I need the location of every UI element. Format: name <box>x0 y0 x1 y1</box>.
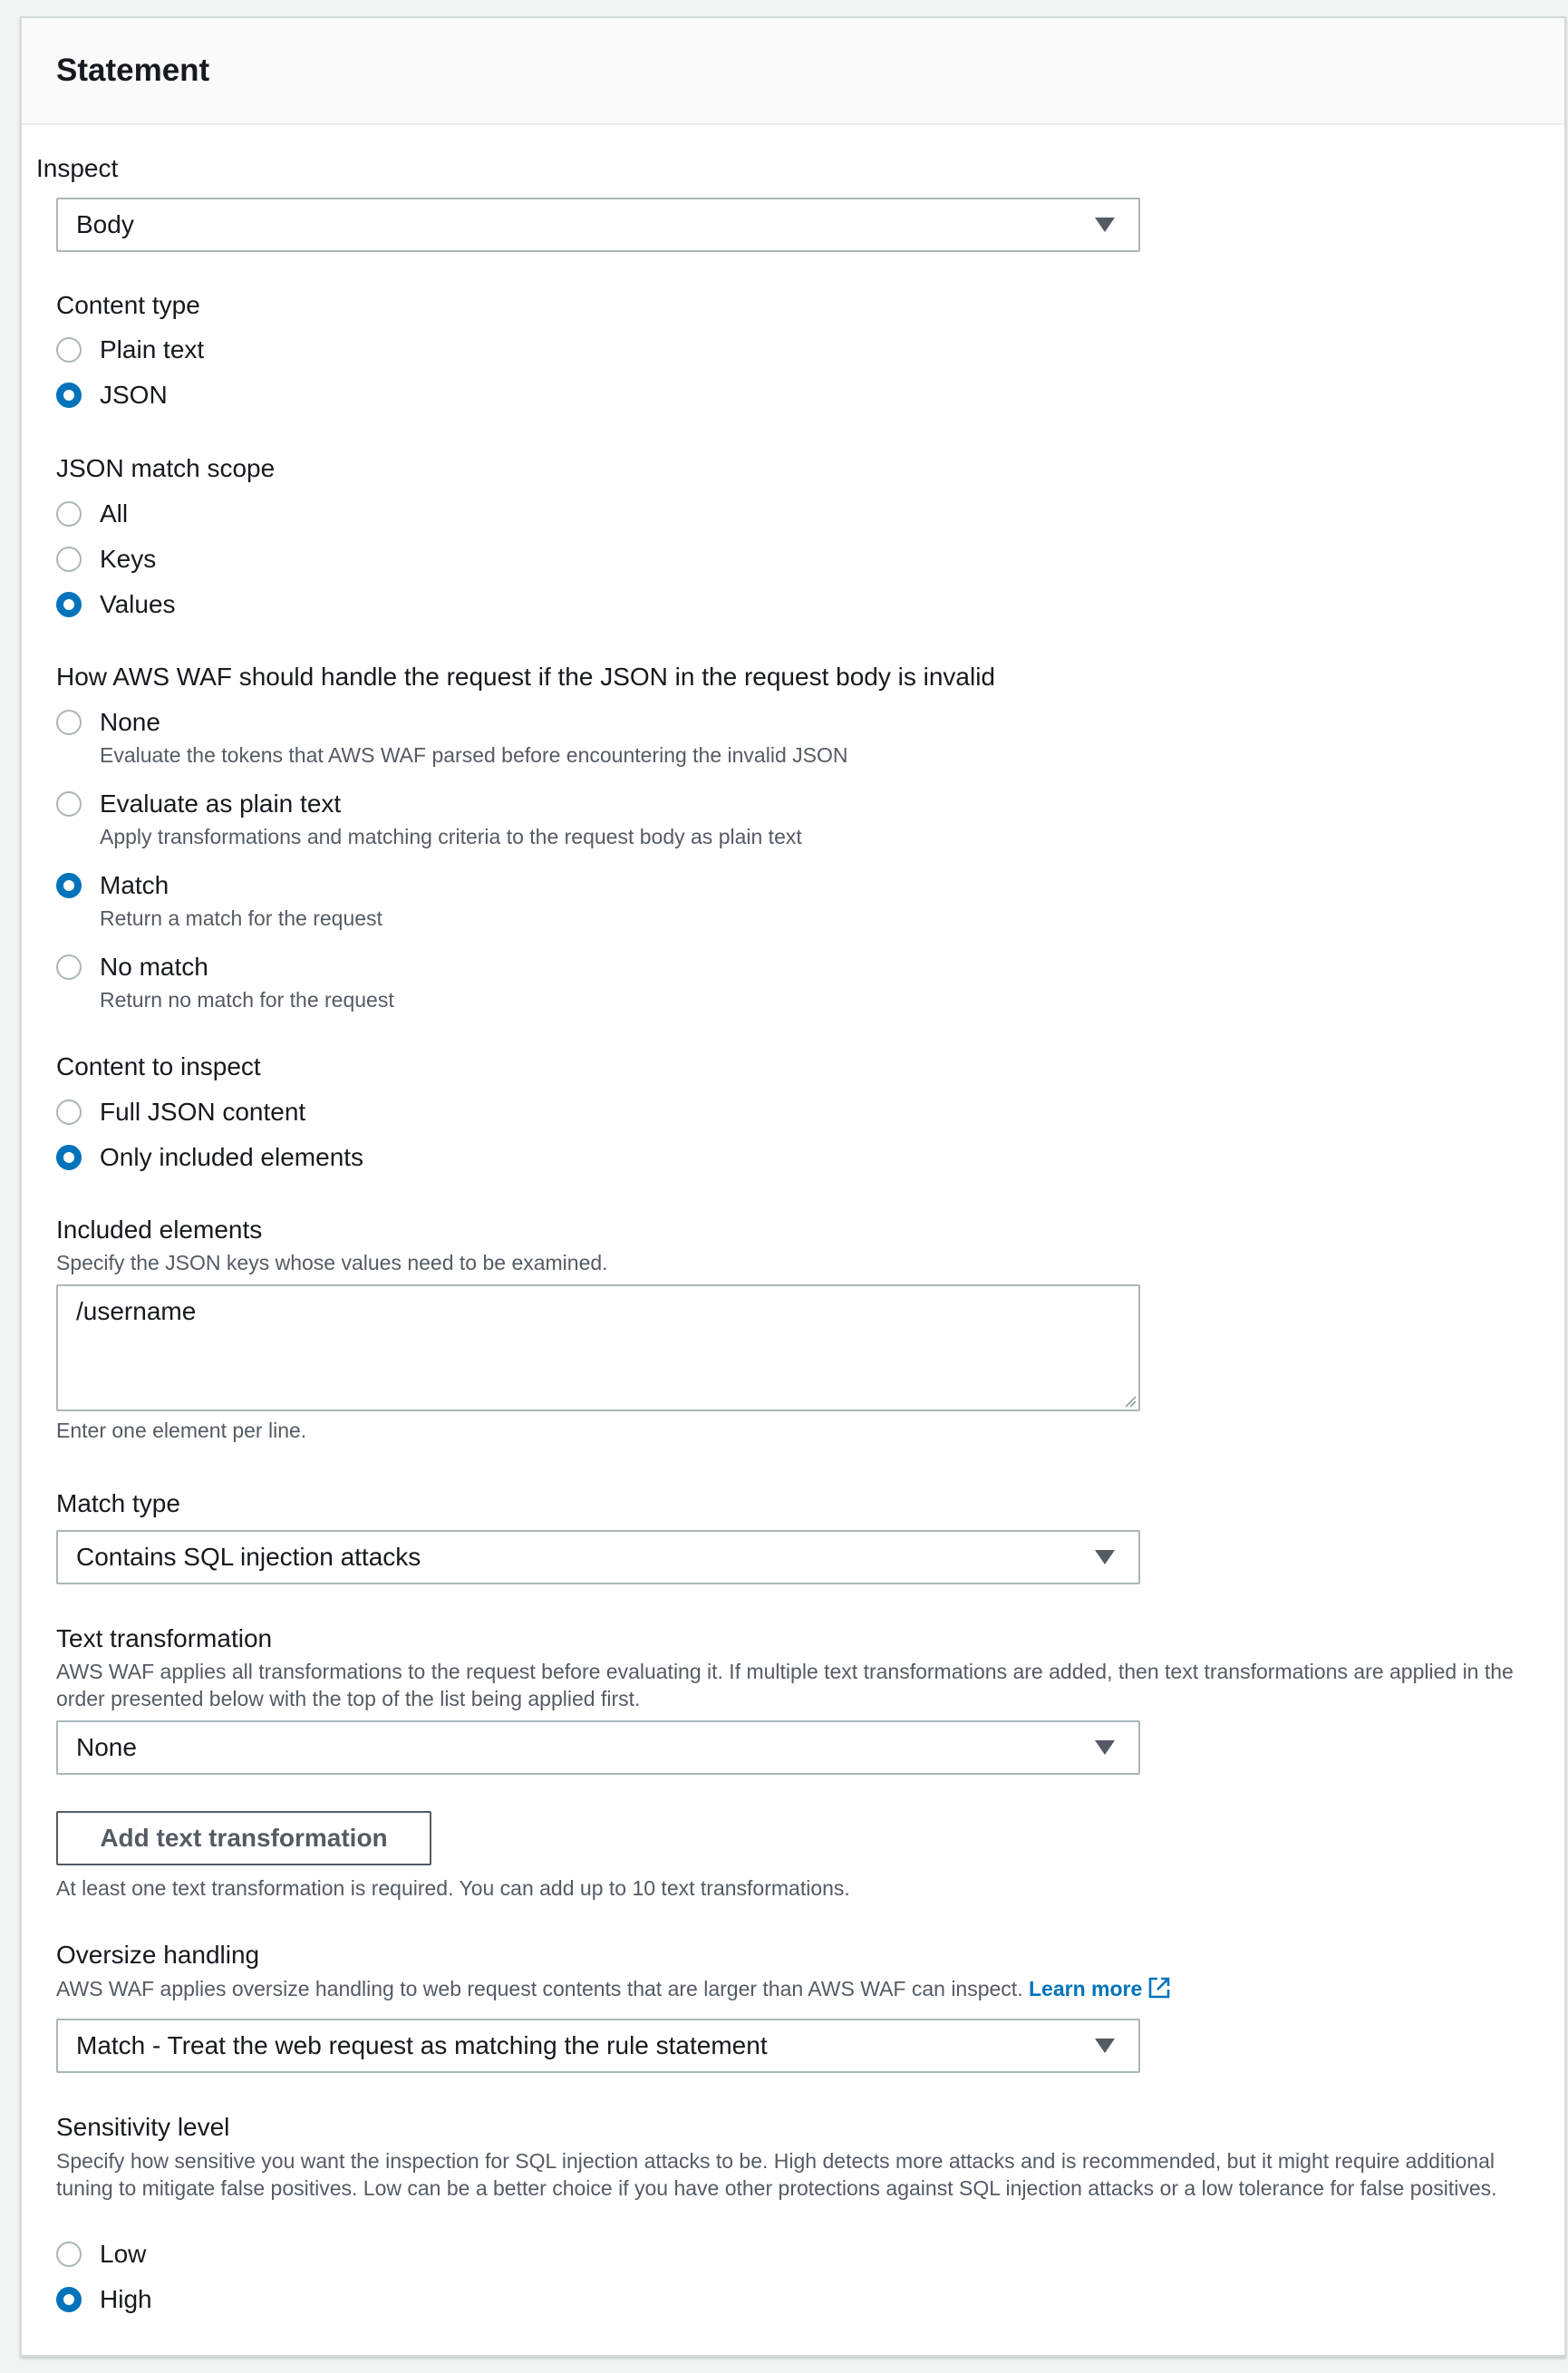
included-elements-label: Included elements <box>56 1216 263 1244</box>
radio-invalid-match[interactable] <box>56 870 382 931</box>
radio-button[interactable] <box>56 501 82 527</box>
sensitivity-level-description: Specify how sensitive you want the inspection for SQL injection attacks to be. High detects more attacks and is recommended, but it might require additional tuning to mitigate false positives. Low can be a better choice if you have other protections against SQL injection attacks or a low tolerance for false positives. <box>56 2149 1497 2200</box>
resize-grip-icon[interactable] <box>1122 1393 1137 1408</box>
radio-label: Keys <box>100 545 157 573</box>
radio-full-json[interactable] <box>56 1097 305 1128</box>
radio-content-type-json[interactable] <box>56 380 168 411</box>
inspect-select-value: Body <box>76 210 134 238</box>
radio-only-included[interactable] <box>56 1142 363 1173</box>
included-elements-hint: Enter one element per line. <box>56 1419 307 1442</box>
oversize-handling-description <box>56 1975 1524 2002</box>
radio-button[interactable] <box>56 337 82 363</box>
content-type-label: Content type <box>56 291 200 319</box>
radio-label: Only included elements <box>100 1143 364 1171</box>
add-text-transformation-button[interactable]: Add text transformation <box>56 1811 431 1865</box>
content-to-inspect-label: Content to inspect <box>56 1052 261 1080</box>
statement-panel <box>20 16 1566 2357</box>
sensitivity-level-label: Sensitivity level <box>56 2113 230 2141</box>
included-elements-value: /username <box>76 1297 197 1325</box>
invalid-json-label: How AWS WAF should handle the request if the JSON in the request body is invalid <box>56 663 995 691</box>
radio-description: Apply transformations and matching criteria to the request body as plain text <box>100 825 802 848</box>
radio-button[interactable] <box>56 954 82 980</box>
radio-invalid-plain-text[interactable] <box>56 789 802 849</box>
learn-more-link-text: Learn more <box>1028 1977 1143 2000</box>
oversize-handling-desc-text: AWS WAF applies oversize handling to web request contents that are larger than AWS WAF can inspect. <box>56 1977 1023 2000</box>
inspect-select[interactable] <box>56 198 1140 252</box>
external-link-icon <box>1147 1976 1171 2000</box>
radio-button[interactable] <box>56 547 82 572</box>
radio-description: Return a match for the request <box>100 906 382 930</box>
radio-label: Low <box>100 2240 147 2268</box>
radio-button-checked[interactable] <box>56 2287 82 2312</box>
radio-label: All <box>100 499 129 528</box>
radio-sensitivity-low[interactable] <box>56 2239 146 2270</box>
match-type-select[interactable] <box>56 1530 1140 1584</box>
oversize-handling-label: Oversize handling <box>56 1941 260 1969</box>
radio-label: No match <box>100 953 208 981</box>
radio-label: None <box>100 708 160 736</box>
match-type-select-value: Contains SQL injection attacks <box>76 1543 421 1571</box>
included-elements-textarea[interactable] <box>56 1284 1140 1411</box>
radio-content-type-plain-text[interactable] <box>56 334 204 365</box>
caret-down-icon <box>1095 2039 1115 2053</box>
learn-more-link[interactable] <box>1029 1977 1171 2000</box>
radio-label: Values <box>100 590 176 618</box>
radio-description: Evaluate the tokens that AWS WAF parsed before encountering the invalid JSON <box>100 743 848 767</box>
match-type-label: Match type <box>56 1489 180 1517</box>
inspect-label: Inspect <box>36 154 119 182</box>
panel-title: Statement <box>56 53 210 88</box>
oversize-handling-select-value: Match - Treat the web request as matching the rule statement <box>76 2031 768 2059</box>
radio-button[interactable] <box>56 2242 82 2267</box>
caret-down-icon <box>1095 218 1115 232</box>
radio-button[interactable] <box>56 791 82 817</box>
radio-scope-keys[interactable] <box>56 544 156 575</box>
radio-label: Match <box>100 871 169 899</box>
text-transformation-select-value: None <box>76 1733 137 1761</box>
radio-sensitivity-high[interactable] <box>56 2284 152 2315</box>
oversize-handling-select[interactable] <box>56 2019 1140 2073</box>
panel-header <box>22 18 1564 125</box>
text-transformation-label: Text transformation <box>56 1624 273 1652</box>
radio-label: High <box>100 2285 152 2313</box>
radio-invalid-none[interactable] <box>56 707 847 768</box>
radio-scope-values[interactable] <box>56 589 176 620</box>
json-match-scope-label: JSON match scope <box>56 454 276 482</box>
radio-scope-all[interactable] <box>56 499 128 529</box>
radio-label: JSON <box>100 381 168 409</box>
text-transformation-select[interactable] <box>56 1720 1140 1775</box>
radio-label: Plain text <box>100 335 205 363</box>
radio-button-checked[interactable] <box>56 383 82 408</box>
radio-label: Evaluate as plain text <box>100 789 342 818</box>
text-transformation-description: AWS WAF applies all transformations to the request before evaluating it. If multiple text transformations are added, then text transformations are applied in the order presented below with the top of the list being applied first. <box>56 1660 1514 1710</box>
radio-button-checked[interactable] <box>56 1145 82 1170</box>
included-elements-description: Specify the JSON keys whose values need to be examined. <box>56 1251 608 1274</box>
radio-button[interactable] <box>56 710 82 735</box>
text-transformation-hint: At least one text transformation is required. You can add up to 10 text transformations. <box>56 1876 850 1900</box>
radio-label: Full JSON content <box>100 1098 306 1126</box>
caret-down-icon <box>1095 1550 1115 1564</box>
radio-button[interactable] <box>56 1099 82 1125</box>
radio-button-checked[interactable] <box>56 592 82 617</box>
radio-description: Return no match for the request <box>100 988 394 1012</box>
radio-button-checked[interactable] <box>56 873 82 898</box>
caret-down-icon <box>1095 1740 1115 1755</box>
radio-invalid-no-match[interactable] <box>56 952 394 1012</box>
